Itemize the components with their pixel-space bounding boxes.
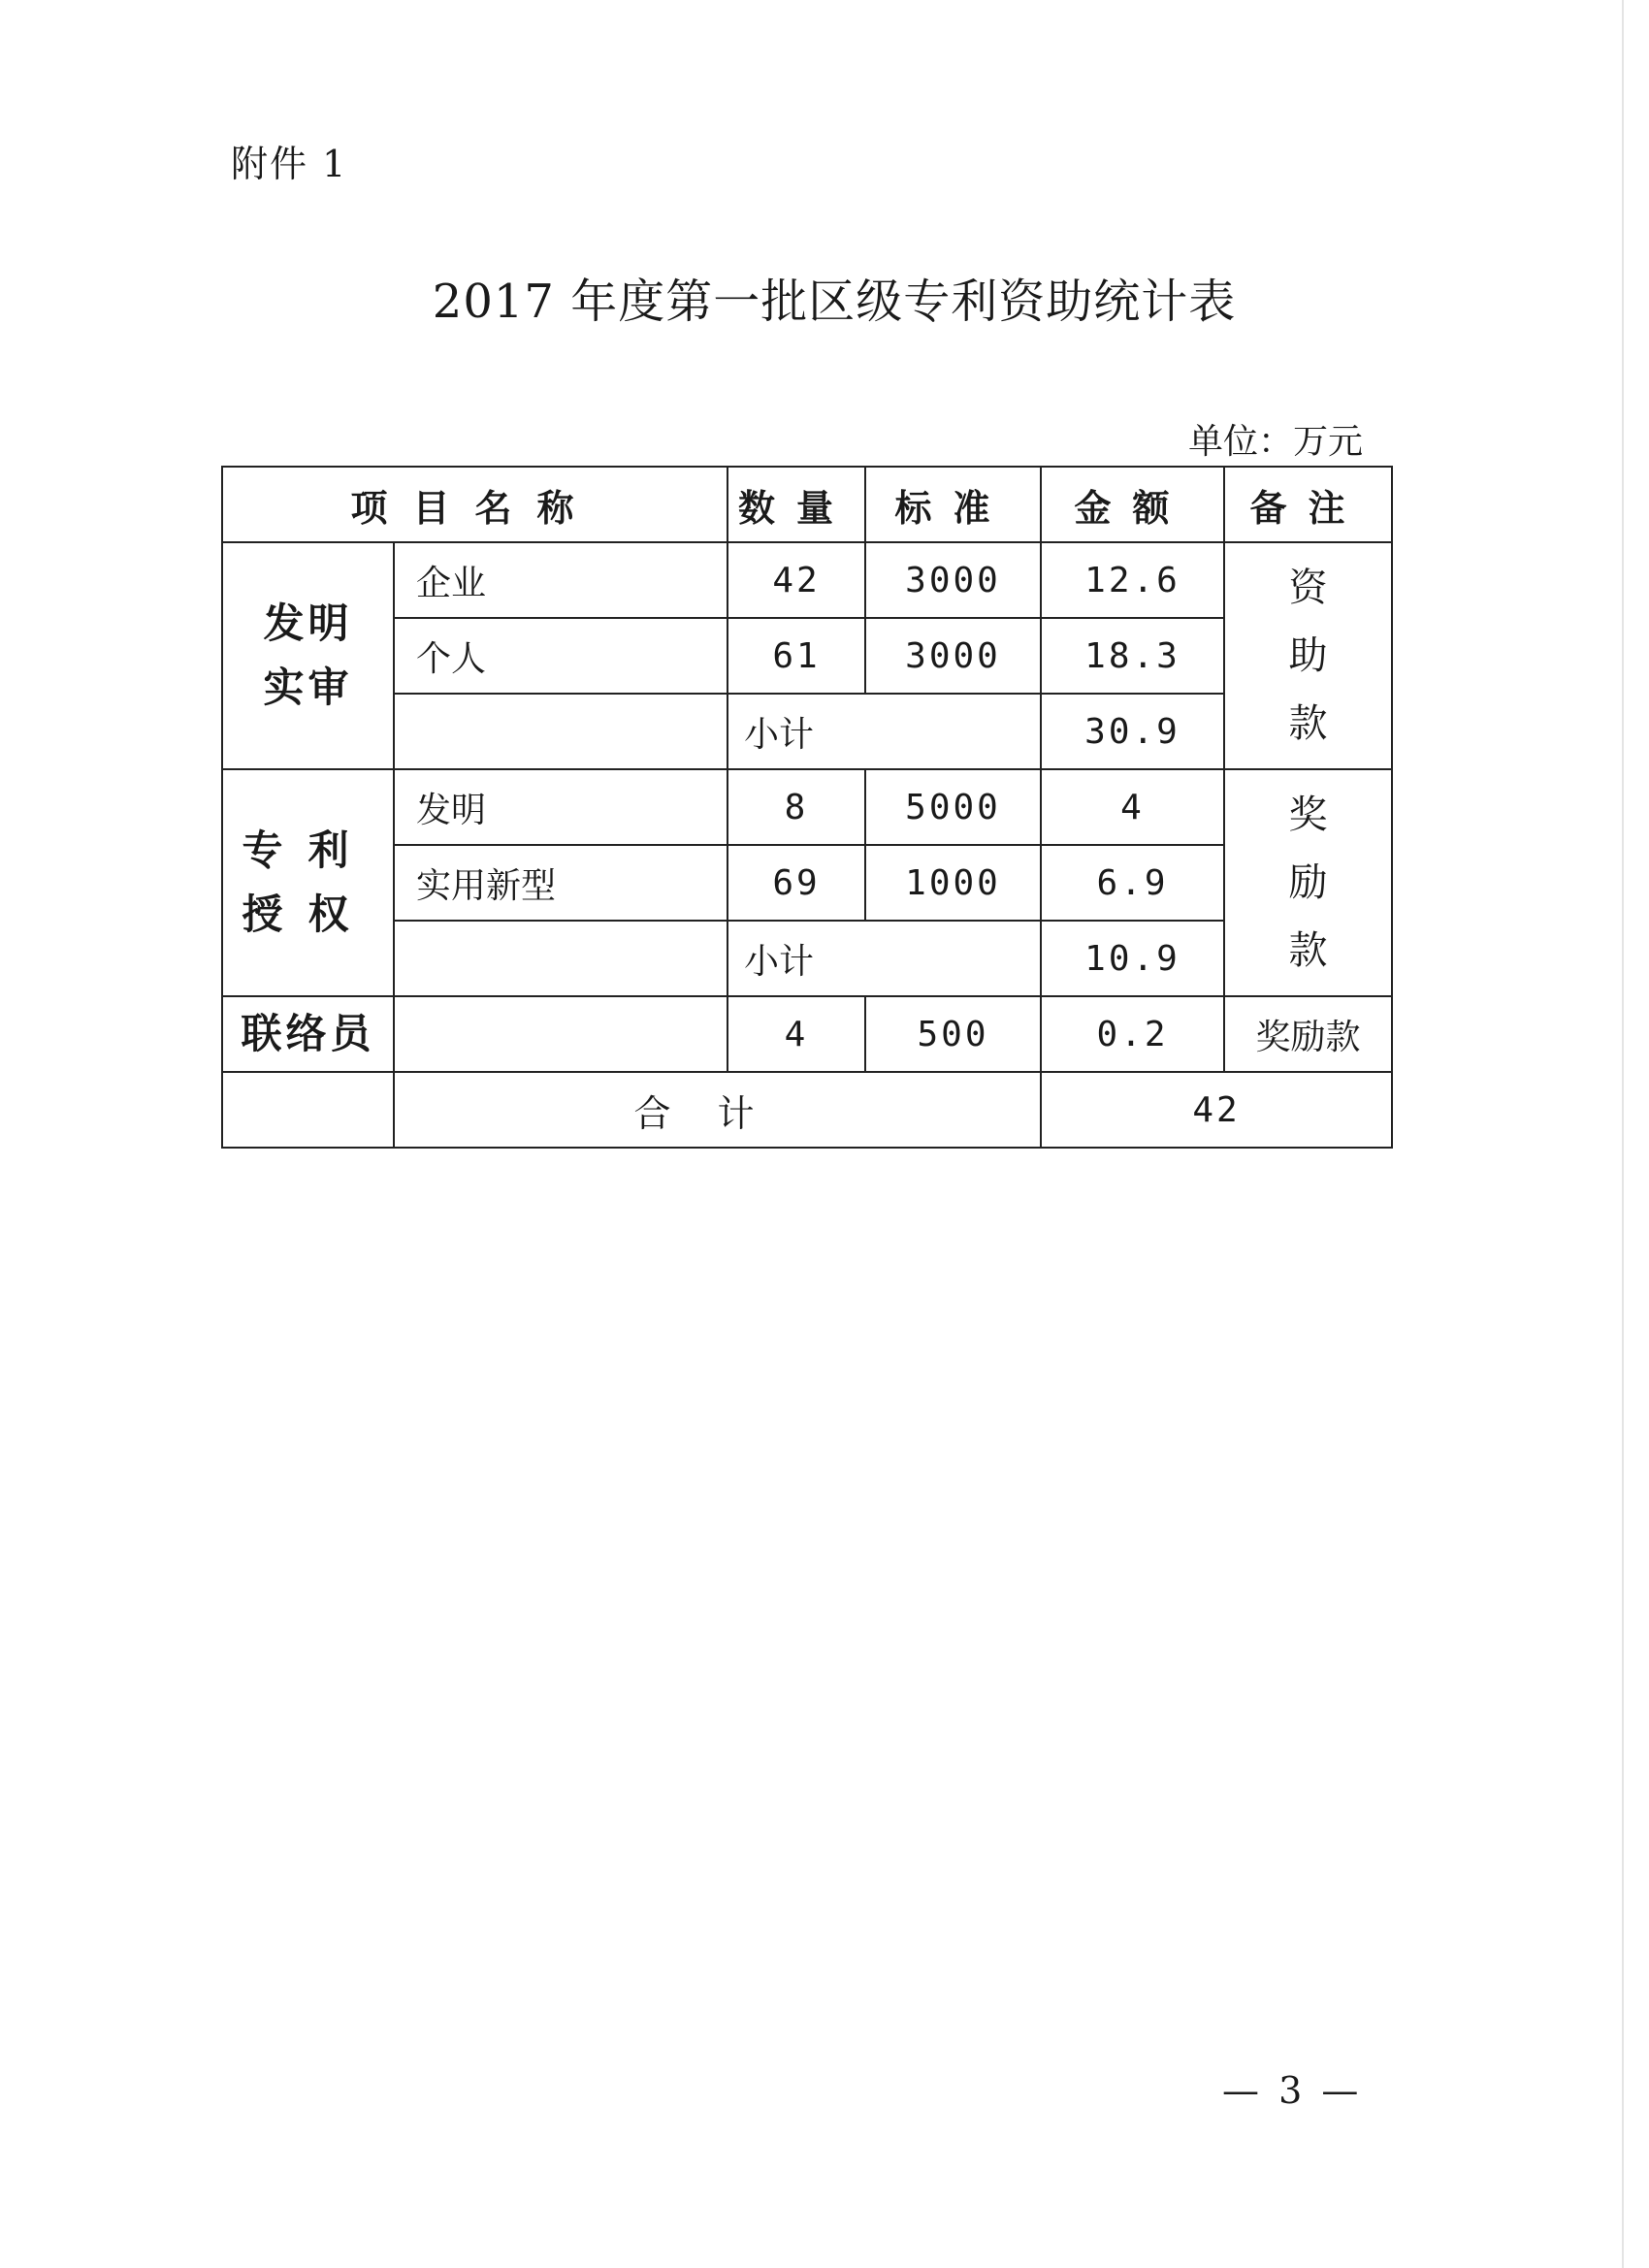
quantity-cell: 4 — [728, 996, 865, 1072]
subtotal-label: 小计 — [728, 694, 1041, 769]
quantity-cell: 42 — [728, 542, 865, 618]
table-row — [222, 845, 1392, 921]
amount-cell: 18.3 — [1041, 618, 1224, 694]
header-project-name: 项目名称 — [222, 467, 728, 542]
total-amount: 42 — [1041, 1072, 1392, 1148]
attachment-label: 附件 1 — [231, 143, 348, 185]
quantity-cell: 69 — [728, 845, 865, 921]
empty-cell — [394, 996, 728, 1072]
header-amount: 金额 — [1041, 467, 1224, 542]
standard-cell: 3000 — [865, 542, 1041, 618]
amount-cell: 12.6 — [1041, 542, 1224, 618]
group-label-invention-exam — [222, 542, 394, 769]
group-label-line: 实审 — [263, 664, 353, 711]
remark-char: 款 — [1288, 701, 1328, 746]
group-label-line: 授权 — [242, 891, 374, 938]
remark-char: 款 — [1288, 928, 1328, 973]
table-header-row — [222, 467, 1392, 542]
remark-cell-reward — [1224, 769, 1392, 996]
liaison-row — [222, 996, 1392, 1072]
header-quantity: 数量 — [728, 467, 865, 542]
standard-cell: 3000 — [865, 618, 1041, 694]
empty-cell — [394, 694, 728, 769]
quantity-cell: 8 — [728, 769, 865, 845]
subtotal-amount: 10.9 — [1041, 921, 1224, 996]
group-label-line: 专利 — [242, 826, 374, 874]
amount-cell: 6.9 — [1041, 845, 1224, 921]
remark-char: 助 — [1288, 633, 1328, 678]
remark-char: 励 — [1288, 860, 1328, 905]
item-name: 个人 — [394, 618, 728, 694]
remark-cell-liaison: 奖励款 — [1224, 996, 1392, 1072]
item-name: 发明 — [394, 769, 728, 845]
header-remarks: 备注 — [1224, 467, 1392, 542]
remark-char: 奖 — [1288, 793, 1328, 837]
subtotal-amount: 30.9 — [1041, 694, 1224, 769]
standard-cell: 500 — [865, 996, 1041, 1072]
group-label-line: 发明 — [263, 599, 353, 647]
standard-cell: 5000 — [865, 769, 1041, 845]
item-name: 实用新型 — [394, 845, 728, 921]
document-title: 2017 年度第一批区级专利资助统计表 — [432, 275, 1237, 329]
scan-edge-line — [1622, 0, 1624, 2268]
table-row — [222, 542, 1392, 618]
subtotal-label: 小计 — [728, 921, 1041, 996]
empty-cell — [394, 921, 728, 996]
header-standard: 标准 — [865, 467, 1041, 542]
amount-cell: 0.2 — [1041, 996, 1224, 1072]
total-label: 合计 — [394, 1072, 1041, 1148]
remark-cell-funding — [1224, 542, 1392, 769]
liaison-label: 联络员 — [222, 996, 394, 1072]
amount-cell: 4 — [1041, 769, 1224, 845]
remark-char: 资 — [1288, 566, 1328, 610]
empty-cell — [222, 1072, 394, 1148]
standard-cell: 1000 — [865, 845, 1041, 921]
subtotal-row — [222, 694, 1392, 769]
total-row — [222, 1072, 1392, 1148]
quantity-cell: 61 — [728, 618, 865, 694]
unit-label: 单位：万元 — [1187, 422, 1363, 462]
patent-funding-table — [221, 466, 1393, 1149]
item-name: 企业 — [394, 542, 728, 618]
group-label-patent-grant — [222, 769, 394, 996]
table-row — [222, 618, 1392, 694]
page-number: — 3 — — [1222, 2069, 1363, 2112]
table-row — [222, 769, 1392, 845]
subtotal-row — [222, 921, 1392, 996]
